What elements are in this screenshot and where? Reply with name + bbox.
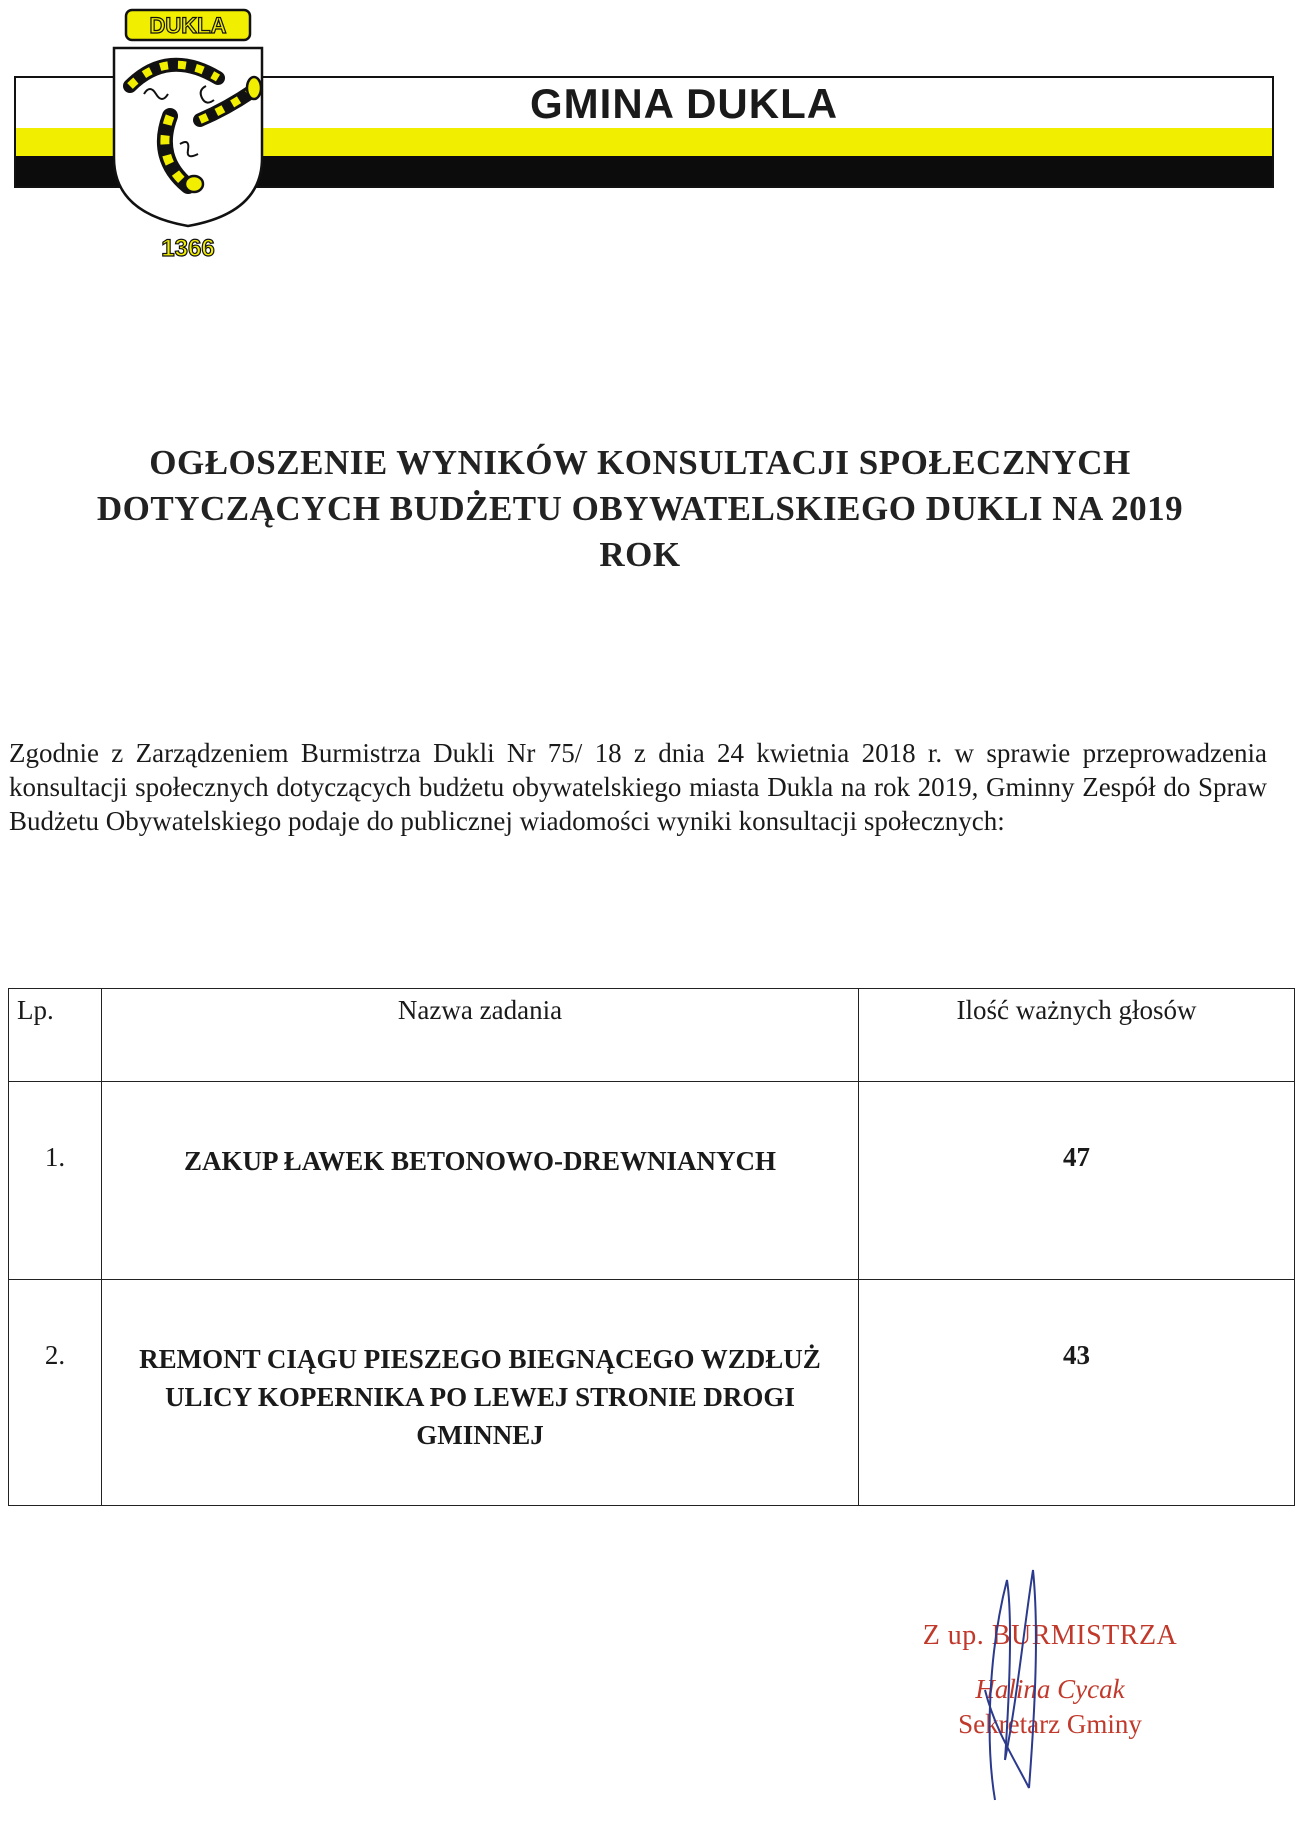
signature-name: Halina Cycak bbox=[975, 1674, 1125, 1704]
header-task-name: Nazwa zadania bbox=[102, 989, 859, 1082]
header-title: GMINA DUKLA bbox=[530, 80, 839, 127]
handwritten-signature bbox=[955, 1560, 1075, 1822]
signature-office: Sekretarz Gminy bbox=[958, 1709, 1142, 1739]
table-row bbox=[9, 1280, 1295, 1506]
intro-paragraph: Zgodnie z Zarządzeniem Burmistrza Dukli Nr 75/ 18 z dnia 24 kwietnia 2018 r. w sprawie przeprowadzenia konsultacji społecznych dotyczących budżetu obywatelskiego miasta Dukla na rok 2019, Gminny Zespół do Spraw Budżetu Obywatelskiego podaje do publicznej wiadomości wyniki konsultacji społecznych: bbox=[9, 738, 1267, 836]
signature-role: Z up. BURMISTRZA bbox=[922, 1620, 1178, 1651]
table-row bbox=[9, 1082, 1295, 1280]
crest-year: 1366 bbox=[161, 235, 215, 258]
coat-of-arms-logo bbox=[108, 8, 268, 258]
crest-top-text: DUKLA bbox=[149, 13, 227, 38]
cell-task-name: ZAKUP ŁAWEK BETONOWO-DREWNIANYCH bbox=[102, 1082, 859, 1280]
document-title bbox=[20, 440, 1260, 578]
table-header-row bbox=[9, 989, 1295, 1082]
header-votes: Ilość ważnych głosów bbox=[859, 989, 1295, 1082]
document-title-line: ROK bbox=[599, 535, 681, 574]
cell-task-name: REMONT CIĄGU PIESZEGO BIEGNĄCEGO WZDŁUŻ ULICY KOPERNIKA PO LEWEJ STRONIE DROGI GMINNEJ bbox=[102, 1280, 859, 1506]
cell-lp: 1. bbox=[9, 1082, 102, 1280]
cell-votes: 47 bbox=[859, 1082, 1295, 1280]
document-title-line: DOTYCZĄCYCH BUDŻETU OBYWATELSKIEGO DUKLI NA 2019 bbox=[96, 489, 1184, 528]
cell-lp: 2. bbox=[9, 1280, 102, 1506]
results-table bbox=[8, 988, 1295, 1506]
document-title-line: OGŁOSZENIE WYNIKÓW KONSULTACJI SPOŁECZNYCH bbox=[149, 443, 1131, 482]
header-lp: Lp. bbox=[9, 989, 102, 1082]
cell-votes: 43 bbox=[859, 1280, 1295, 1506]
